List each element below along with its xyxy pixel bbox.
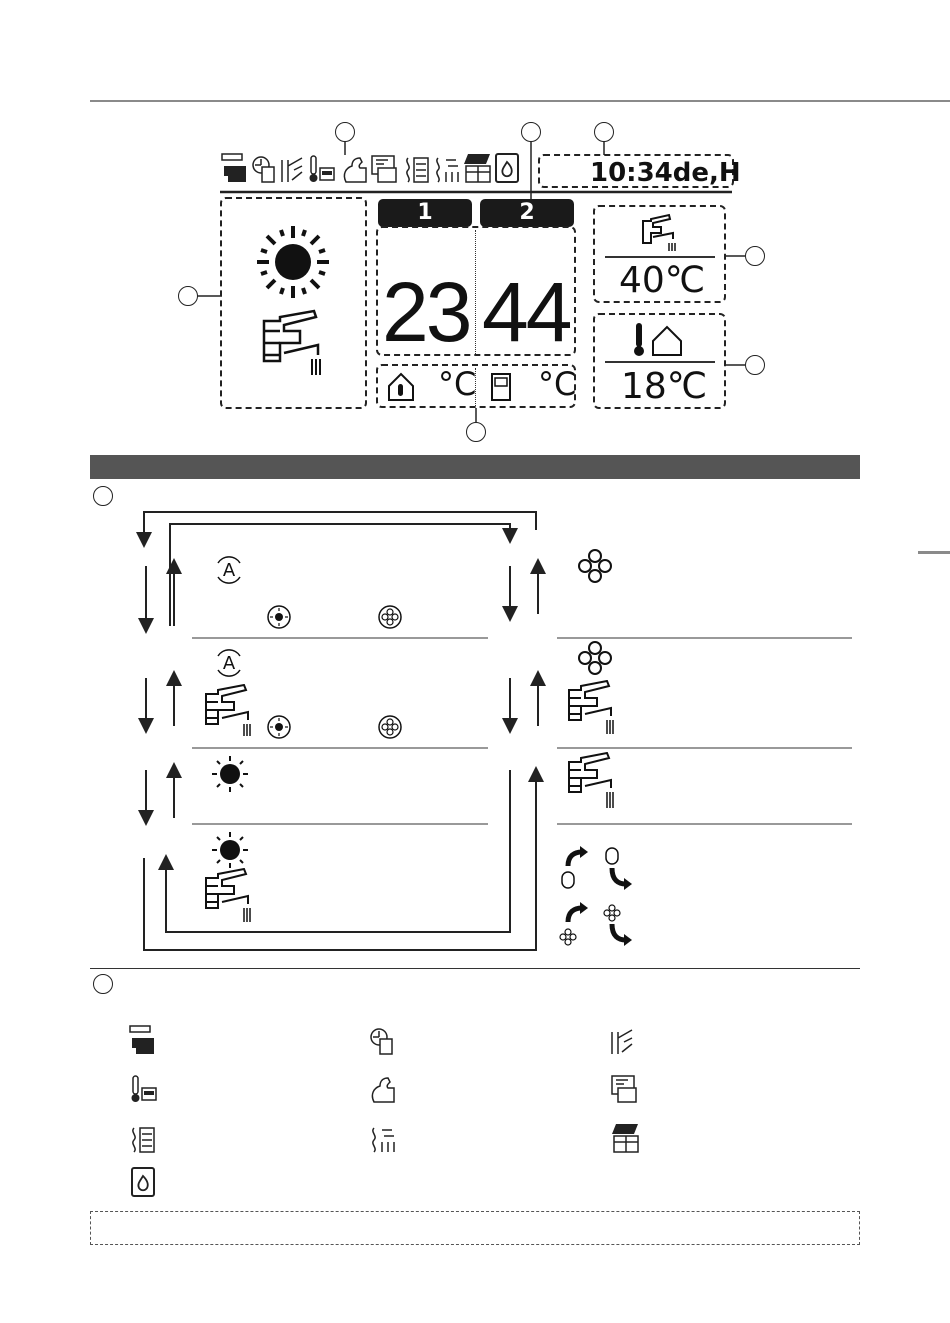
timer-icon <box>222 154 246 182</box>
tank-only-icon <box>567 752 623 810</box>
legend-quiet-icon <box>612 1030 632 1054</box>
heat-mode-icon <box>255 224 331 300</box>
zone-1-unit: °C <box>438 365 477 403</box>
booster-heater-icon <box>407 158 428 182</box>
solar-icon <box>464 154 490 182</box>
section-header-bar <box>90 455 860 479</box>
cool-tank-tap-icon <box>567 680 623 736</box>
callout-sensor <box>466 422 486 442</box>
quiet-icon <box>282 158 302 182</box>
outdoor-temperature-panel <box>593 313 726 409</box>
callout-mode <box>178 286 198 306</box>
powerful-icon <box>344 158 366 182</box>
callout-zone <box>521 122 541 142</box>
mode-switch-icons <box>556 846 636 950</box>
heat-tank-sun-icon <box>210 830 250 870</box>
tank-temperature-panel <box>593 205 726 303</box>
callout-status-icons <box>335 122 355 142</box>
note-box <box>90 1211 860 1245</box>
auto-heat-icon <box>266 604 292 630</box>
status-icon-strip <box>220 152 520 188</box>
legend-powerful-icon <box>372 1078 394 1102</box>
cool-tank-mode-icon <box>578 640 612 676</box>
outdoor-temperature: 18℃ <box>621 366 708 407</box>
legend-defrost-icon <box>373 1128 394 1152</box>
zone-1-badge: 1 <box>378 199 472 227</box>
auto-tank-cool-icon <box>377 714 403 740</box>
defrost-icon <box>437 158 458 182</box>
legend-booster-heater-icon <box>133 1128 154 1152</box>
tank-mode-icon <box>260 309 332 377</box>
tank-tap-icon <box>641 213 681 253</box>
cool-to-off-icon <box>560 902 588 945</box>
auto-tank-tap-icon <box>204 684 260 738</box>
weekly-timer-icon <box>253 157 274 182</box>
remote-sensor-icon <box>490 372 514 402</box>
callout-outdoor <box>745 355 765 375</box>
clock-display <box>538 154 741 188</box>
clock-time: 10:34de,H <box>590 158 741 188</box>
legend-timer-icon <box>130 1026 154 1054</box>
zone-sensor-panel <box>376 364 576 408</box>
callout-clock <box>594 122 614 142</box>
icon-legend <box>120 1022 680 1202</box>
force-icon <box>372 156 396 182</box>
zone-temperature-panel <box>376 226 576 359</box>
svg-text:A: A <box>222 560 236 581</box>
room-thermostat-icon <box>310 156 335 182</box>
legend-force-icon <box>612 1076 636 1102</box>
zone-2-unit: °C <box>538 365 577 403</box>
legend-boiler-icon <box>132 1168 154 1196</box>
callout-icon-legend <box>93 974 113 994</box>
legend-solar-icon <box>612 1124 638 1152</box>
cool-mode-icon <box>578 548 612 584</box>
tank-temperature: 40℃ <box>619 260 706 301</box>
auto-mode-icon <box>212 555 246 585</box>
outdoor-thermometer-icon <box>631 321 691 359</box>
zone-divider <box>475 230 476 354</box>
zone-2-temperature: 44 <box>482 265 570 359</box>
outdoor-house-icon <box>386 372 416 402</box>
legend-room-thermostat-icon <box>132 1076 157 1102</box>
zone-1-temperature: 23 <box>382 265 470 359</box>
heat-row-icon <box>210 754 250 794</box>
off-to-heat-icon <box>606 848 632 890</box>
auto-tank-heat-icon <box>266 714 292 740</box>
legend-weekly-timer-icon <box>371 1029 392 1054</box>
callout-tank <box>745 246 765 266</box>
boiler-icon <box>496 154 518 182</box>
mode-cycle-diagram <box>0 480 950 970</box>
auto-tank-mode-icon <box>212 648 246 678</box>
heat-to-off-icon <box>562 846 588 888</box>
zone-2-badge: 2 <box>480 199 574 227</box>
tank-divider <box>605 256 715 258</box>
operation-mode-panel <box>220 197 367 409</box>
svg-text:A: A <box>222 653 236 674</box>
outdoor-divider <box>605 361 715 363</box>
auto-cool-icon <box>377 604 403 630</box>
off-to-cool-icon <box>604 905 632 946</box>
heat-tank-tap-icon <box>204 868 260 924</box>
section-divider <box>90 968 860 969</box>
